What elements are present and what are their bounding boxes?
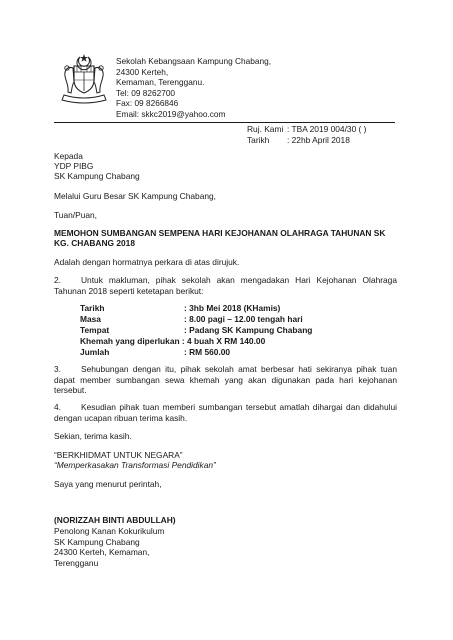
detail-label: Tarikh	[80, 303, 105, 313]
motto-line: “Memperkasakan Transformasi Pendidikan”	[54, 460, 216, 470]
paragraph-number: 2.	[54, 275, 61, 285]
detail-label: Jumlah	[80, 346, 110, 357]
paragraph-2	[54, 275, 397, 296]
recipient-line: YDP PIBG	[54, 161, 94, 171]
paragraph-text: Sehubungan dengan itu, pihak sekolah amat berbesar hati sekiranya pihak tuan dapat member sumbangan sewa khemah yang akan digunakan pada hari kejohanan tersebut.	[54, 364, 397, 395]
closing-line: Sekian, terima kasih.	[54, 431, 132, 441]
school-name: Sekolah Kebangsaan Kampung Chabang,	[116, 56, 271, 66]
paragraph-text: Kesudian pihak tuan memberi sumbangan tersebut amatlah dihargai dan didahului dengan ucapan ribuan terima kasih.	[54, 402, 397, 423]
reference-block	[247, 124, 366, 146]
paragraph-number: 4.	[54, 402, 61, 412]
detail-value: : RM 560.00	[184, 346, 231, 357]
school-tel: Tel: 09 8262700	[116, 87, 176, 98]
date-value: : 22hb April 2018	[287, 134, 350, 145]
sign-off: Saya yang menurut perintah,	[54, 479, 162, 489]
school-address-block	[116, 56, 271, 120]
school-email: Email: skkc2019@yahoo.com	[116, 109, 226, 120]
signatory-address: 24300 Kerteh, Kemaman,	[54, 547, 150, 558]
recipient-line: SK Kampung Chabang	[54, 171, 140, 181]
signatory-name: (NORIZZAH BINTI ABDULLAH)	[54, 515, 176, 525]
detail-label: Masa	[80, 313, 101, 324]
motto-line: “BERKHIDMAT UNTUK NEGARA”	[54, 450, 183, 460]
detail-value: : Padang SK Kampung Chabang	[184, 324, 313, 335]
paragraph-4	[54, 402, 397, 423]
school-address-line: Kemaman, Terengganu.	[116, 77, 205, 88]
signature-block	[54, 515, 176, 569]
paragraph-text: Untuk makluman, pihak sekolah akan mengadakan Hari Kejohanan Olahraga Tahunan 2018 seperti ketetapan berikut:	[54, 275, 397, 296]
date-label: Tarikh	[247, 134, 270, 145]
signatory-title: Penolong Kanan Kokurikulum	[54, 525, 165, 536]
detail-value: : 3hb Mei 2018 (KHamis)	[184, 303, 281, 313]
paragraph-number: 3.	[54, 364, 61, 374]
malaysia-coat-of-arms-icon	[58, 52, 110, 104]
paragraph-3	[54, 364, 397, 396]
signatory-address: Terengganu	[54, 558, 99, 568]
salutation: Tuan/Puan,	[54, 210, 97, 220]
school-address-line: 24300 Kerteh,	[116, 66, 169, 77]
ref-label: Ruj. Kami	[247, 124, 284, 134]
recipient-to: Kepada	[54, 151, 83, 161]
subject-line: MEMOHON SUMBANGAN SEMPENA HARI KEJOHANAN OLAHRAGA TAHUNAN SK	[54, 228, 386, 238]
detail-label: Tempat	[80, 324, 110, 335]
event-details	[80, 303, 312, 358]
subject-line: KG. CHABANG 2018	[54, 238, 135, 248]
via-line: Melalui Guru Besar SK Kampung Chabang,	[54, 191, 217, 201]
opening-line: Adalah dengan hormatnya perkara di atas dirujuk.	[54, 257, 240, 267]
signatory-org: SK Kampung Chabang	[54, 536, 140, 547]
detail-khemah: Khemah yang diperlukan : 4 buah X RM 140.00	[80, 335, 266, 346]
school-fax: Fax: 09 8266846	[116, 98, 179, 109]
letterhead-divider	[54, 122, 395, 123]
detail-value: : 8.00 pagi – 12.00 tengah hari	[184, 313, 303, 324]
ref-value: : TBA 2019 004/30 ( )	[287, 124, 367, 134]
